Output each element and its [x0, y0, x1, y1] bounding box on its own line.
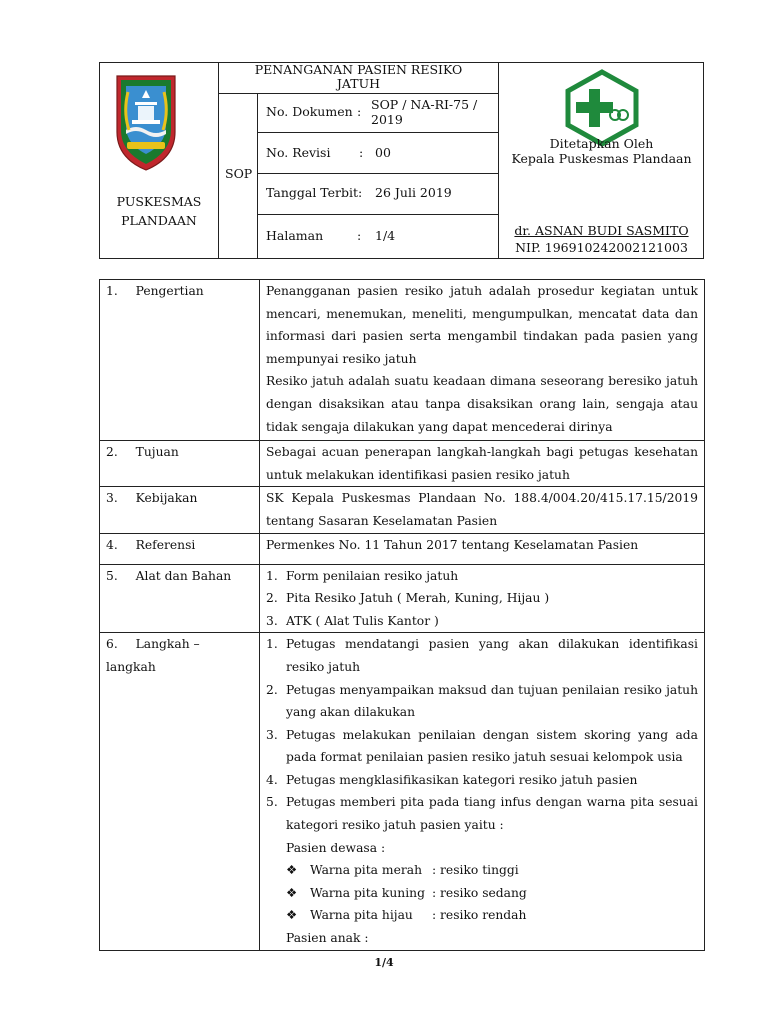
list-number: 2. — [266, 682, 278, 697]
list-item — [266, 791, 698, 836]
field-value-page: 1/4 — [375, 228, 396, 243]
section-heading — [100, 441, 260, 487]
list-item — [266, 679, 698, 724]
page-number: 1/4 — [374, 956, 394, 969]
paragraph: Resiko jatuh adalah suatu keadaan dimana seseorang beresiko jatuh dengan disaksikan atau tanpa disaksikan orang lain, sengaja atau tidak sengaja dilakukan yang dapat mencederai dirinya — [266, 374, 698, 434]
section-content — [260, 441, 705, 487]
list-number: 5. — [266, 795, 278, 810]
bullet-value: : resiko rendah — [432, 908, 527, 923]
org-name — [100, 192, 218, 230]
section-heading — [100, 280, 260, 441]
divider — [257, 132, 499, 133]
section-title: Kebijakan — [135, 491, 198, 506]
section-number: 6. — [106, 637, 118, 652]
signer-name: dr. ASNAN BUDI SASMITO — [514, 223, 689, 238]
section-number: 1. — [106, 284, 118, 298]
divider — [257, 93, 258, 259]
list-item — [266, 769, 698, 792]
section-heading — [100, 487, 260, 533]
list-text: Petugas memberi pita pada tiang infus dengan warna pita sesuai kategori resiko jatuh pasien yaitu : — [286, 795, 698, 833]
child-patient-label: Pasien anak : — [286, 931, 369, 946]
regency-shield-logo — [115, 72, 177, 172]
table-row — [100, 487, 705, 533]
paragraph: SK Kepala Puskesmas Plandaan No. 188.4/004.20/415.17.15/2019 tentang Sasaran Keselamatan Pasien — [266, 491, 698, 528]
list-text: Petugas mendatangi pasien yang akan dilakukan identifikasi resiko jatuh — [286, 637, 698, 674]
section-title: Langkah – langkah — [106, 637, 200, 674]
field-separator: : — [358, 185, 363, 200]
section-content — [260, 633, 705, 950]
section-heading — [100, 633, 260, 950]
section-content — [260, 533, 705, 564]
list-item — [266, 610, 698, 633]
section-number: 4. — [106, 537, 118, 552]
bullet-item — [266, 882, 698, 905]
section-title: Tujuan — [135, 445, 179, 460]
table-row — [100, 564, 705, 633]
table-row — [100, 441, 705, 487]
list-text: Petugas menyampaikan maksud dan tujuan penilaian resiko jatuh yang akan dilakukan — [286, 682, 698, 720]
paragraph: Penangganan pasien resiko jatuh adalah prosedur kegiatan untuk mencari, menemukan, meneliti, mengumpulkan, mencatat data dan informasi dari pasien serta mengambil tindakan pada pasien yang mempunyai resiko jatuh — [266, 284, 698, 366]
materials-list — [266, 565, 698, 633]
signer-nip: NIP. 196910242002121003 — [515, 240, 688, 255]
diamond-bullet-icon: ❖ — [286, 908, 298, 923]
list-item — [266, 633, 698, 678]
approval-line1: Ditetapkan Oleh — [549, 136, 654, 151]
list-text: Petugas mengklasifikasikan kategori resiko jatuh pasien — [286, 772, 638, 787]
steps-list — [266, 633, 698, 836]
org-name-line2: PLANDAAN — [121, 213, 197, 228]
adult-patient-label: Pasien dewasa : — [286, 840, 386, 855]
list-item — [266, 724, 698, 769]
section-title: Alat dan Bahan — [135, 568, 232, 583]
field-label: No. Dokumen — [266, 104, 353, 119]
field-value-revision: 00 — [375, 145, 391, 160]
paragraph: Sebagai acuan penerapan langkah-langkah bagi petugas kesehatan untuk melakukan identifikasi pasien resiko jatuh — [266, 445, 698, 482]
section-number: 3. — [106, 491, 118, 506]
document-title — [219, 63, 498, 91]
field-separator: : — [359, 145, 364, 160]
diamond-bullet-icon: ❖ — [286, 885, 298, 900]
list-item — [266, 565, 698, 588]
field-value-line: 2019 — [371, 112, 403, 127]
diamond-bullet-icon: ❖ — [286, 863, 298, 878]
paragraph: Permenkes No. 11 Tahun 2017 tentang Keselamatan Pasien — [266, 537, 639, 552]
divider — [257, 173, 499, 174]
bullet-value: : resiko sedang — [432, 885, 527, 900]
field-value-line: SOP / NA-RI-75 / — [371, 97, 478, 112]
section-title: Pengertian — [135, 284, 204, 298]
bullet-label: Warna pita merah — [310, 863, 422, 878]
list-text: ATK ( Alat Tulis Kantor ) — [286, 613, 439, 628]
field-label: Halaman — [266, 228, 324, 243]
list-number: 1. — [266, 568, 278, 583]
section-number: 2. — [106, 445, 118, 460]
bullet-item — [266, 904, 698, 927]
section-heading — [100, 533, 260, 564]
list-text: Form penilaian resiko jatuh — [286, 568, 459, 583]
bullet-value: : resiko tinggi — [432, 863, 519, 878]
divider — [257, 214, 499, 215]
section-heading — [100, 564, 260, 633]
approval-line2: Kepala Puskesmas Plandaan — [511, 151, 692, 166]
bullet-item — [266, 859, 698, 882]
field-value-document-number — [371, 97, 477, 127]
org-name-line1: PUSKESMAS — [116, 194, 202, 209]
field-label: No. Revisi — [266, 145, 331, 160]
list-text: Pita Resiko Jatuh ( Merah, Kuning, Hijau ) — [286, 591, 550, 606]
list-number: 1. — [266, 637, 278, 652]
table-row — [100, 633, 705, 950]
divider — [218, 62, 219, 259]
table-row — [100, 280, 705, 441]
section-content — [260, 280, 705, 441]
field-separator: : — [357, 104, 362, 119]
bullet-label: Warna pita kuning — [310, 885, 425, 900]
list-number: 2. — [266, 591, 278, 606]
field-label: Tanggal Terbit — [266, 185, 359, 200]
list-number: 3. — [266, 727, 278, 742]
section-title: Referensi — [135, 537, 196, 552]
section-content — [260, 487, 705, 533]
list-text: Petugas melakukan penilaian dengan sistem skoring yang ada pada format penilaian pasien resiko jatuh sesuai kelompok usia — [286, 727, 698, 765]
list-item — [266, 587, 698, 610]
sop-content-table — [99, 279, 705, 951]
document-title-line2: JATUH — [336, 76, 381, 91]
approval-block — [499, 136, 704, 166]
section-number: 5. — [106, 568, 118, 583]
bullet-label: Warna pita hijau — [310, 908, 413, 923]
list-number: 3. — [266, 613, 278, 628]
field-value-issue-date: 26 Juli 2019 — [375, 185, 452, 200]
sop-label: SOP — [225, 166, 253, 181]
document-title-line1: PENANGANAN PASIEN RESIKO — [254, 62, 463, 77]
section-content — [260, 564, 705, 633]
table-row — [100, 533, 705, 564]
divider — [218, 93, 499, 94]
field-separator: : — [357, 228, 362, 243]
list-number: 4. — [266, 772, 278, 787]
